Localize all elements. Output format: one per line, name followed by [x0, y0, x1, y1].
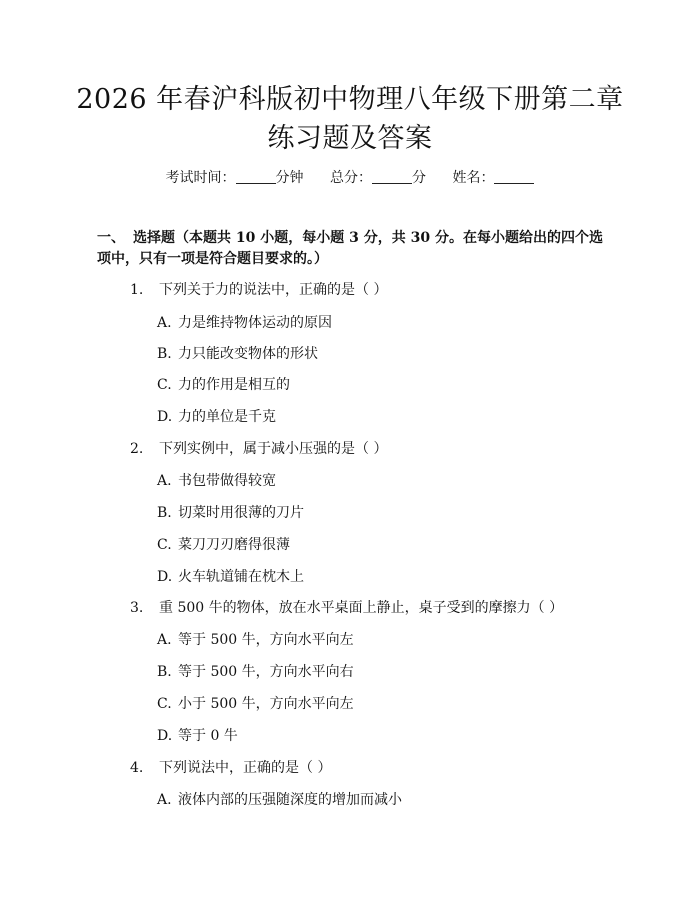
- option-letter: B.: [157, 346, 172, 362]
- question-3-option-c: [157, 694, 354, 714]
- option-letter: B.: [157, 664, 172, 680]
- question-3: [130, 598, 563, 618]
- option-text: 力是维持物体运动的原因: [178, 315, 332, 331]
- option-text: 等于 500 牛，方向水平向右: [178, 664, 354, 680]
- total-score-unit: 分: [412, 170, 426, 186]
- question-1-option-c: [157, 375, 290, 395]
- option-letter: A.: [157, 315, 172, 331]
- question-4: [130, 758, 331, 778]
- option-text: 液体内部的压强随深度的增加而减小: [178, 792, 402, 808]
- exam-time-unit: 分钟: [275, 170, 304, 186]
- question-text: 重 500 牛的物体，放在水平桌面上静止，桌子受到的摩擦力（ ）: [159, 600, 564, 616]
- option-text: 火车轨道铺在枕木上: [178, 569, 304, 585]
- question-3-option-b: [157, 662, 354, 682]
- exam-time-blank: [236, 169, 276, 184]
- section-instructions: 选择题（本题共 10 小题，每小题 3 分，共 30 分。在每小题给出的四个选项中，只有一项是符合题目要求的。）: [97, 230, 603, 267]
- option-text: 书包带做得较宽: [178, 473, 276, 489]
- section-heading: [97, 228, 607, 270]
- option-letter: C.: [157, 696, 172, 712]
- question-number: 4.: [130, 760, 144, 776]
- question-2-option-d: [157, 567, 304, 587]
- section-number: 一、: [97, 230, 125, 246]
- question-2: [130, 439, 387, 459]
- question-1-option-a: [157, 313, 332, 333]
- question-4-option-a: [157, 790, 402, 810]
- question-1-option-b: [157, 344, 318, 364]
- option-text: 等于 0 牛: [178, 728, 238, 744]
- option-letter: A.: [157, 792, 172, 808]
- exam-time-field: [166, 168, 304, 188]
- document-title-line-2: 练习题及答案: [267, 123, 433, 154]
- option-text: 小于 500 牛，方向水平向左: [178, 696, 354, 712]
- question-1: [130, 280, 387, 300]
- question-number: 1.: [130, 282, 144, 298]
- option-letter: D.: [157, 409, 173, 425]
- question-3-option-d: [157, 726, 238, 746]
- option-text: 菜刀刀刃磨得很薄: [178, 537, 290, 553]
- student-name-label: 姓名：: [452, 170, 495, 186]
- document-title-line-1: 2026 年春沪科版初中物理八年级下册第二章: [76, 84, 624, 115]
- question-text: 下列说法中，正确的是（ ）: [159, 760, 332, 776]
- total-score-blank: [372, 169, 412, 184]
- option-letter: C.: [157, 377, 172, 393]
- option-text: 等于 500 牛，方向水平向左: [178, 632, 354, 648]
- exam-info-line: [0, 168, 700, 188]
- question-number: 3.: [130, 600, 144, 616]
- question-2-option-a: [157, 471, 276, 491]
- option-letter: C.: [157, 537, 172, 553]
- total-score-field: [330, 168, 426, 188]
- question-1-option-d: [157, 407, 276, 427]
- student-name-field: [452, 168, 534, 188]
- option-letter: B.: [157, 505, 172, 521]
- student-name-blank: [494, 169, 534, 184]
- option-letter: D.: [157, 569, 173, 585]
- option-text: 切菜时用很薄的刀片: [178, 505, 304, 521]
- question-text: 下列关于力的说法中，正确的是（ ）: [159, 282, 388, 298]
- total-score-label: 总分：: [330, 170, 372, 186]
- option-text: 力的作用是相互的: [178, 377, 290, 393]
- option-text: 力的单位是千克: [178, 409, 276, 425]
- option-letter: D.: [157, 728, 173, 744]
- exam-time-label: 考试时间：: [165, 170, 236, 186]
- question-2-option-b: [157, 503, 304, 523]
- option-letter: A.: [157, 473, 172, 489]
- question-3-option-a: [157, 630, 354, 650]
- option-text: 力只能改变物体的形状: [178, 346, 318, 362]
- question-text: 下列实例中，属于减小压强的是（ ）: [159, 441, 388, 457]
- question-2-option-c: [157, 535, 290, 555]
- question-number: 2.: [130, 441, 144, 457]
- option-letter: A.: [157, 632, 172, 648]
